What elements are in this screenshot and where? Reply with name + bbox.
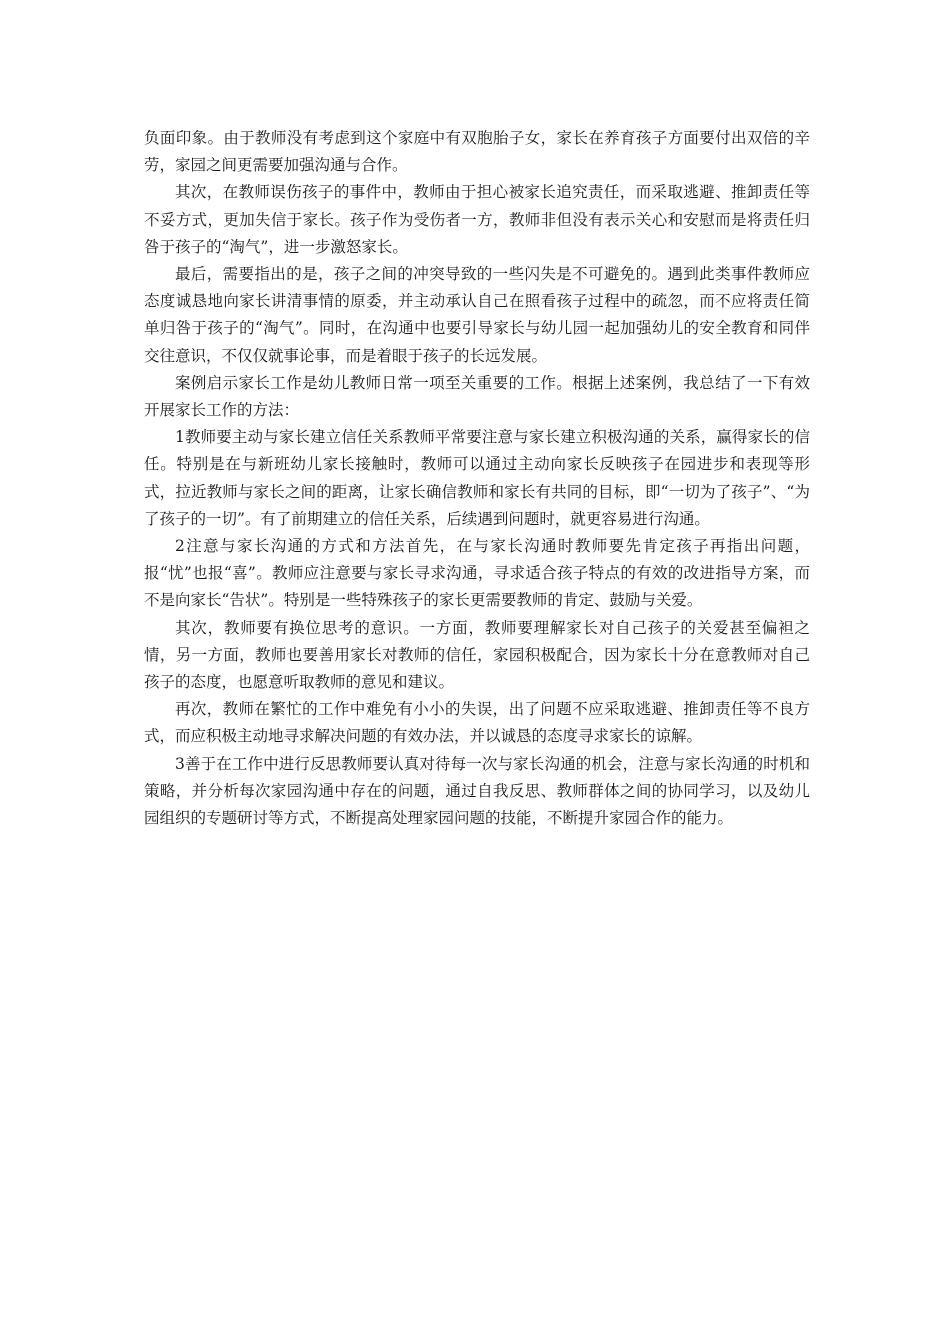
paragraph-mistakes: 再次，教师在繁忙的工作中难免有小小的失误，出了问题不应采取逃避、推卸责任等不良方式，而应积极主动地寻求解决问题的有效办法，并以诚恳的态度寻求家长的谅解。 [144, 700, 810, 746]
paragraph-secondly: 其次，在教师误伤孩子的事件中，教师由于担心被家长追究责任，而采取逃避、推卸责任等不妥方式，更加失信于家长。孩子作为受伤者一方，教师非但没有表示关心和安慰而是将责任归咎于孩子的“淘气”，进一步激怒家长。 [144, 183, 810, 256]
paragraph-continuation: 负面印象。由于教师没有考虑到这个家庭中有双胞胎子女，家长在养育孩子方面要付出双倍的辛劳，家园之间更需要加强沟通与合作。 [144, 129, 810, 175]
paragraph-empathy: 其次，教师要有换位思考的意识。一方面，教师要理解家长对自己孩子的关爱甚至偏袒之情，另一方面，教师也要善用家长对教师的信任，家园积极配合，因为家长十分在意教师对自己孩子的态度，也愿意听取教师的意见和建议。 [144, 618, 810, 692]
paragraph-method-2-communication: 2注意与家长沟通的方式和方法首先，在与家长沟通时教师要先肯定孩子再指出问题，报“忧”也报“喜”。教师应注意要与家长寻求沟通，寻求适合孩子特点的有效的改进指导方案，而不是向家长“告状”。特别是一些特殊孩子的家长更需要教师的肯定、鼓励与关爱。 [144, 537, 810, 610]
paragraph-method-1-trust: 1教师要主动与家长建立信任关系教师平常要注意与家长建立积极沟通的关系，赢得家长的信任。特别是在与新班幼儿家长接触时，教师可以通过主动向家长反映孩子在园进步和表现等形式，拉近教师与家长之间的距离，让家长确信教师和家长有共同的目标，即“一切为了孩子”、“为了孩子的一切”。有了前期建立的信任关系，后续遇到问题时，就更容易进行沟通。 [144, 428, 810, 528]
paragraph-case-insights: 案例启示家长工作是幼儿教师日常一项至关重要的工作。根据上述案例，我总结了一下有效开展家长工作的方法： [144, 373, 810, 420]
paragraph-finally: 最后，需要指出的是，孩子之间的冲突导致的一些闪失是不可避免的。遇到此类事件教师应态度诚恳地向家长讲清事情的原委，并主动承认自己在照看孩子过程中的疏忽，而不应将责任简单归咎于孩子的“淘气”。同时，在沟通中也要引导家长与幼儿园一起加强幼儿的安全教育和同伴交往意识，不仅仅就事论事，而是着眼于孩子的长远发展。 [144, 265, 810, 365]
paragraph-method-3-reflection: 3善于在工作中进行反思教师要认真对待每一次与家长沟通的机会，注意与家长沟通的时机和策略，并分析每次家园沟通中存在的问题，通过自我反思、教师群体之间的协同学习，以及幼儿园组织的专题研讨等方式，不断提高处理家园问题的技能，不断提升家园合作的能力。 [144, 754, 810, 828]
document-body [144, 125, 810, 832]
